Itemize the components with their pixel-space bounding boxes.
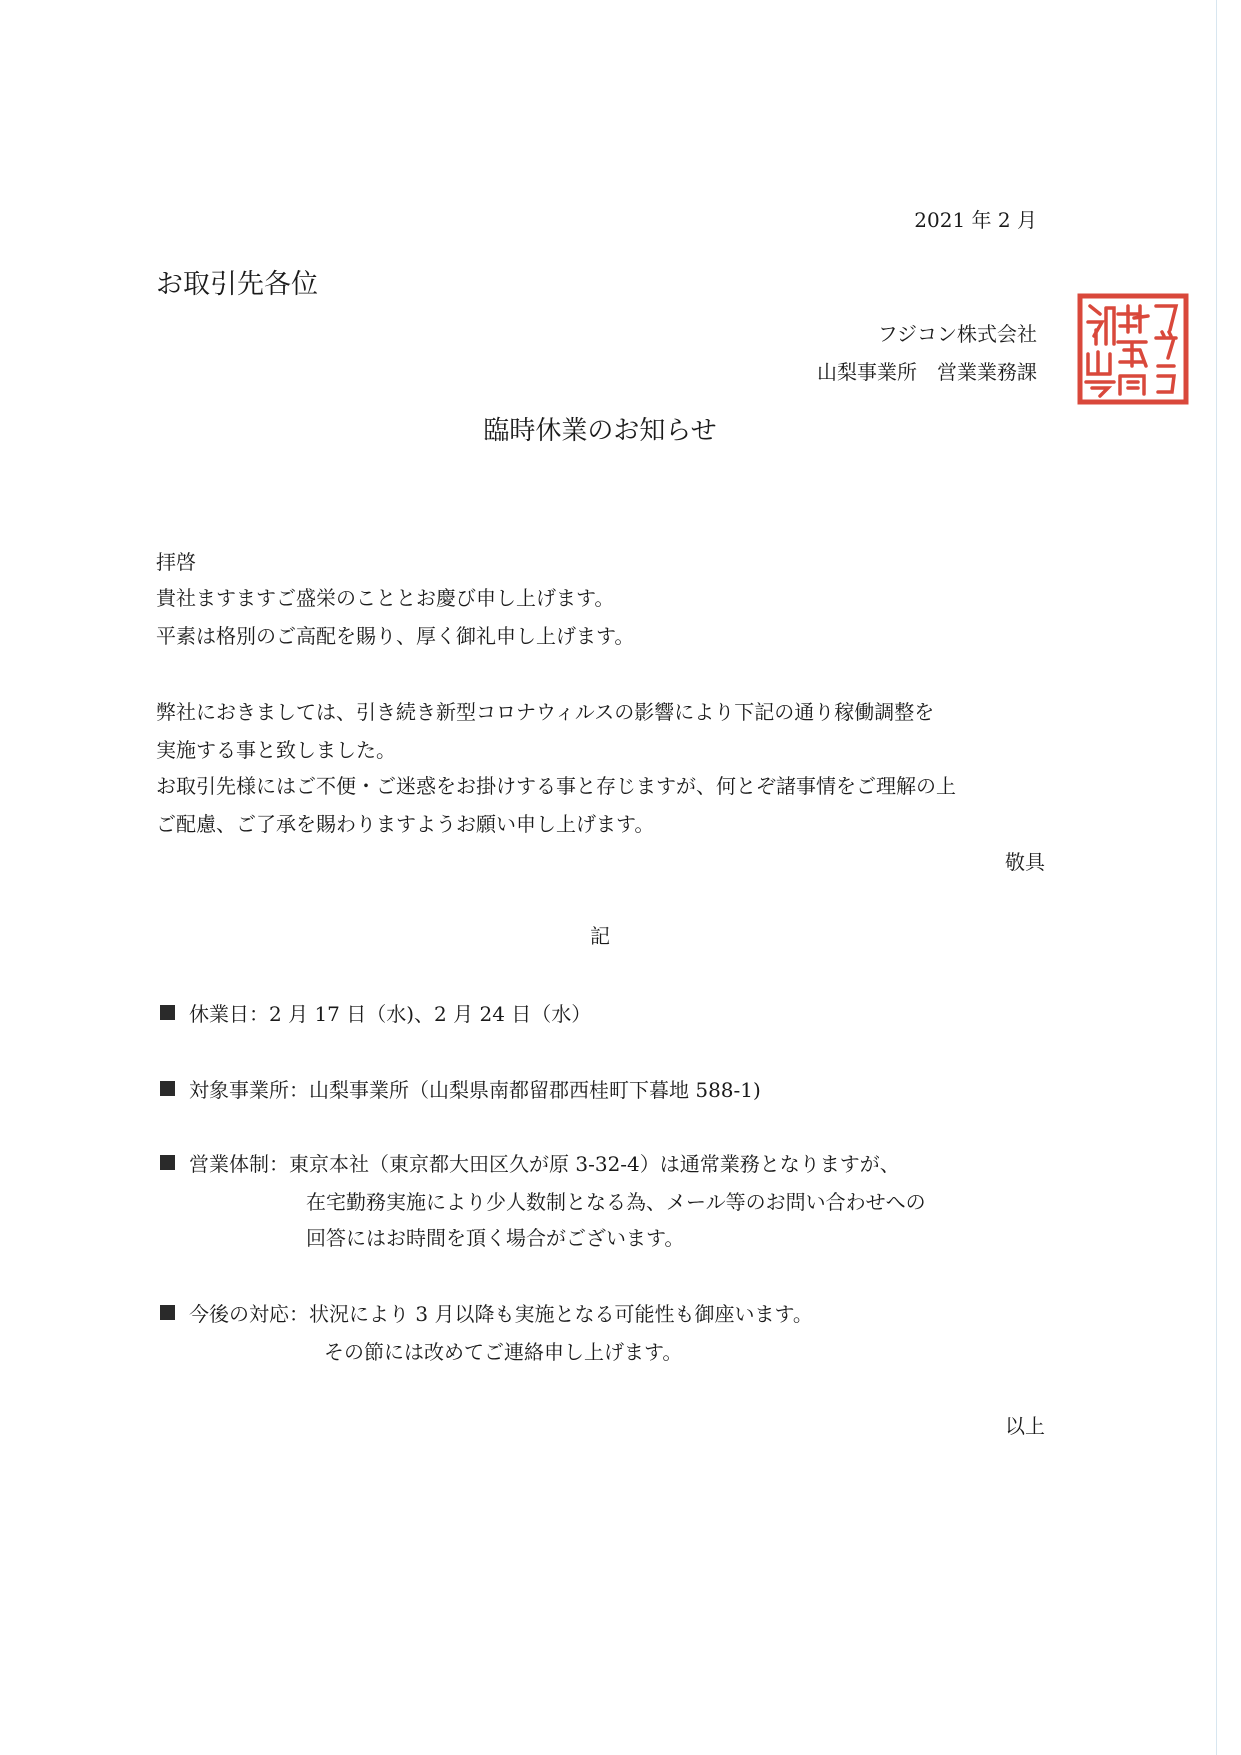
square-bullet-icon (160, 1081, 175, 1096)
square-bullet-icon (160, 1155, 175, 1170)
paragraph2-line4: ご配慮、ご了承を賜わりますようお願い申し上げます。 (156, 812, 655, 836)
item-holidays-text: 休業日：2 月 17 日（水)、2 月 24 日（水） (189, 1002, 592, 1026)
item-future-response-line1: 今後の対応：状況により 3 月以降も実施となる可能性も御座います。 (189, 1302, 813, 1326)
addressee: お取引先各位 (156, 269, 318, 300)
paragraph2-line3: お取引先様にはご不便・ご迷惑をお掛けする事と存じますが、何とぞ諸事情をご理解の上 (156, 774, 956, 798)
paragraph1-line2: 平素は格別のご高配を賜り、厚く御礼申し上げます。 (156, 624, 635, 648)
ki-heading: 記 (590, 924, 610, 948)
item-business-system-line3: 回答にはお時間を頂く場合がございます。 (306, 1226, 685, 1250)
item-business-system-line2: 在宅勤務実施により少人数制となる為、メール等のお問い合わせへの (306, 1190, 926, 1214)
item-holidays (160, 998, 591, 1027)
letter-date: 2021 年 2 月 (914, 208, 1037, 232)
notice-title: 臨時休業のお知らせ (483, 416, 717, 446)
paragraph2-line1: 弊社におきましては、引き続き新型コロナウィルスの影響により下記の通り稼働調整を (156, 700, 935, 724)
item-business-system-line1: 営業体制：東京本社（東京都大田区久が原 3-32-4）は通常業務となりますが、 (189, 1152, 900, 1176)
square-bullet-icon (160, 1005, 175, 1020)
item-business-system (160, 1148, 900, 1177)
paragraph2-line2: 実施する事と致しました。 (156, 738, 396, 762)
opening-greeting: 拝啓 (156, 550, 196, 574)
scan-edge-line (1216, 0, 1217, 1755)
item-target-office (160, 1074, 761, 1103)
item-future-response-line2: その節には改めてご連絡申し上げます。 (324, 1340, 683, 1364)
company-seal-icon (1076, 292, 1190, 406)
sender-department: 山梨事業所 営業業務課 (817, 360, 1037, 384)
item-target-office-text: 対象事業所：山梨事業所（山梨県南都留郡西桂町下暮地 588-1) (189, 1078, 761, 1102)
sender-company: フジコン株式会社 (877, 322, 1037, 346)
item-future-response (160, 1298, 813, 1327)
end-mark: 以上 (1005, 1414, 1045, 1438)
paragraph1-line1: 貴社ますますご盛栄のこととお慶び申し上げます。 (156, 586, 615, 610)
square-bullet-icon (160, 1305, 175, 1320)
closing-word: 敬具 (1005, 850, 1045, 874)
